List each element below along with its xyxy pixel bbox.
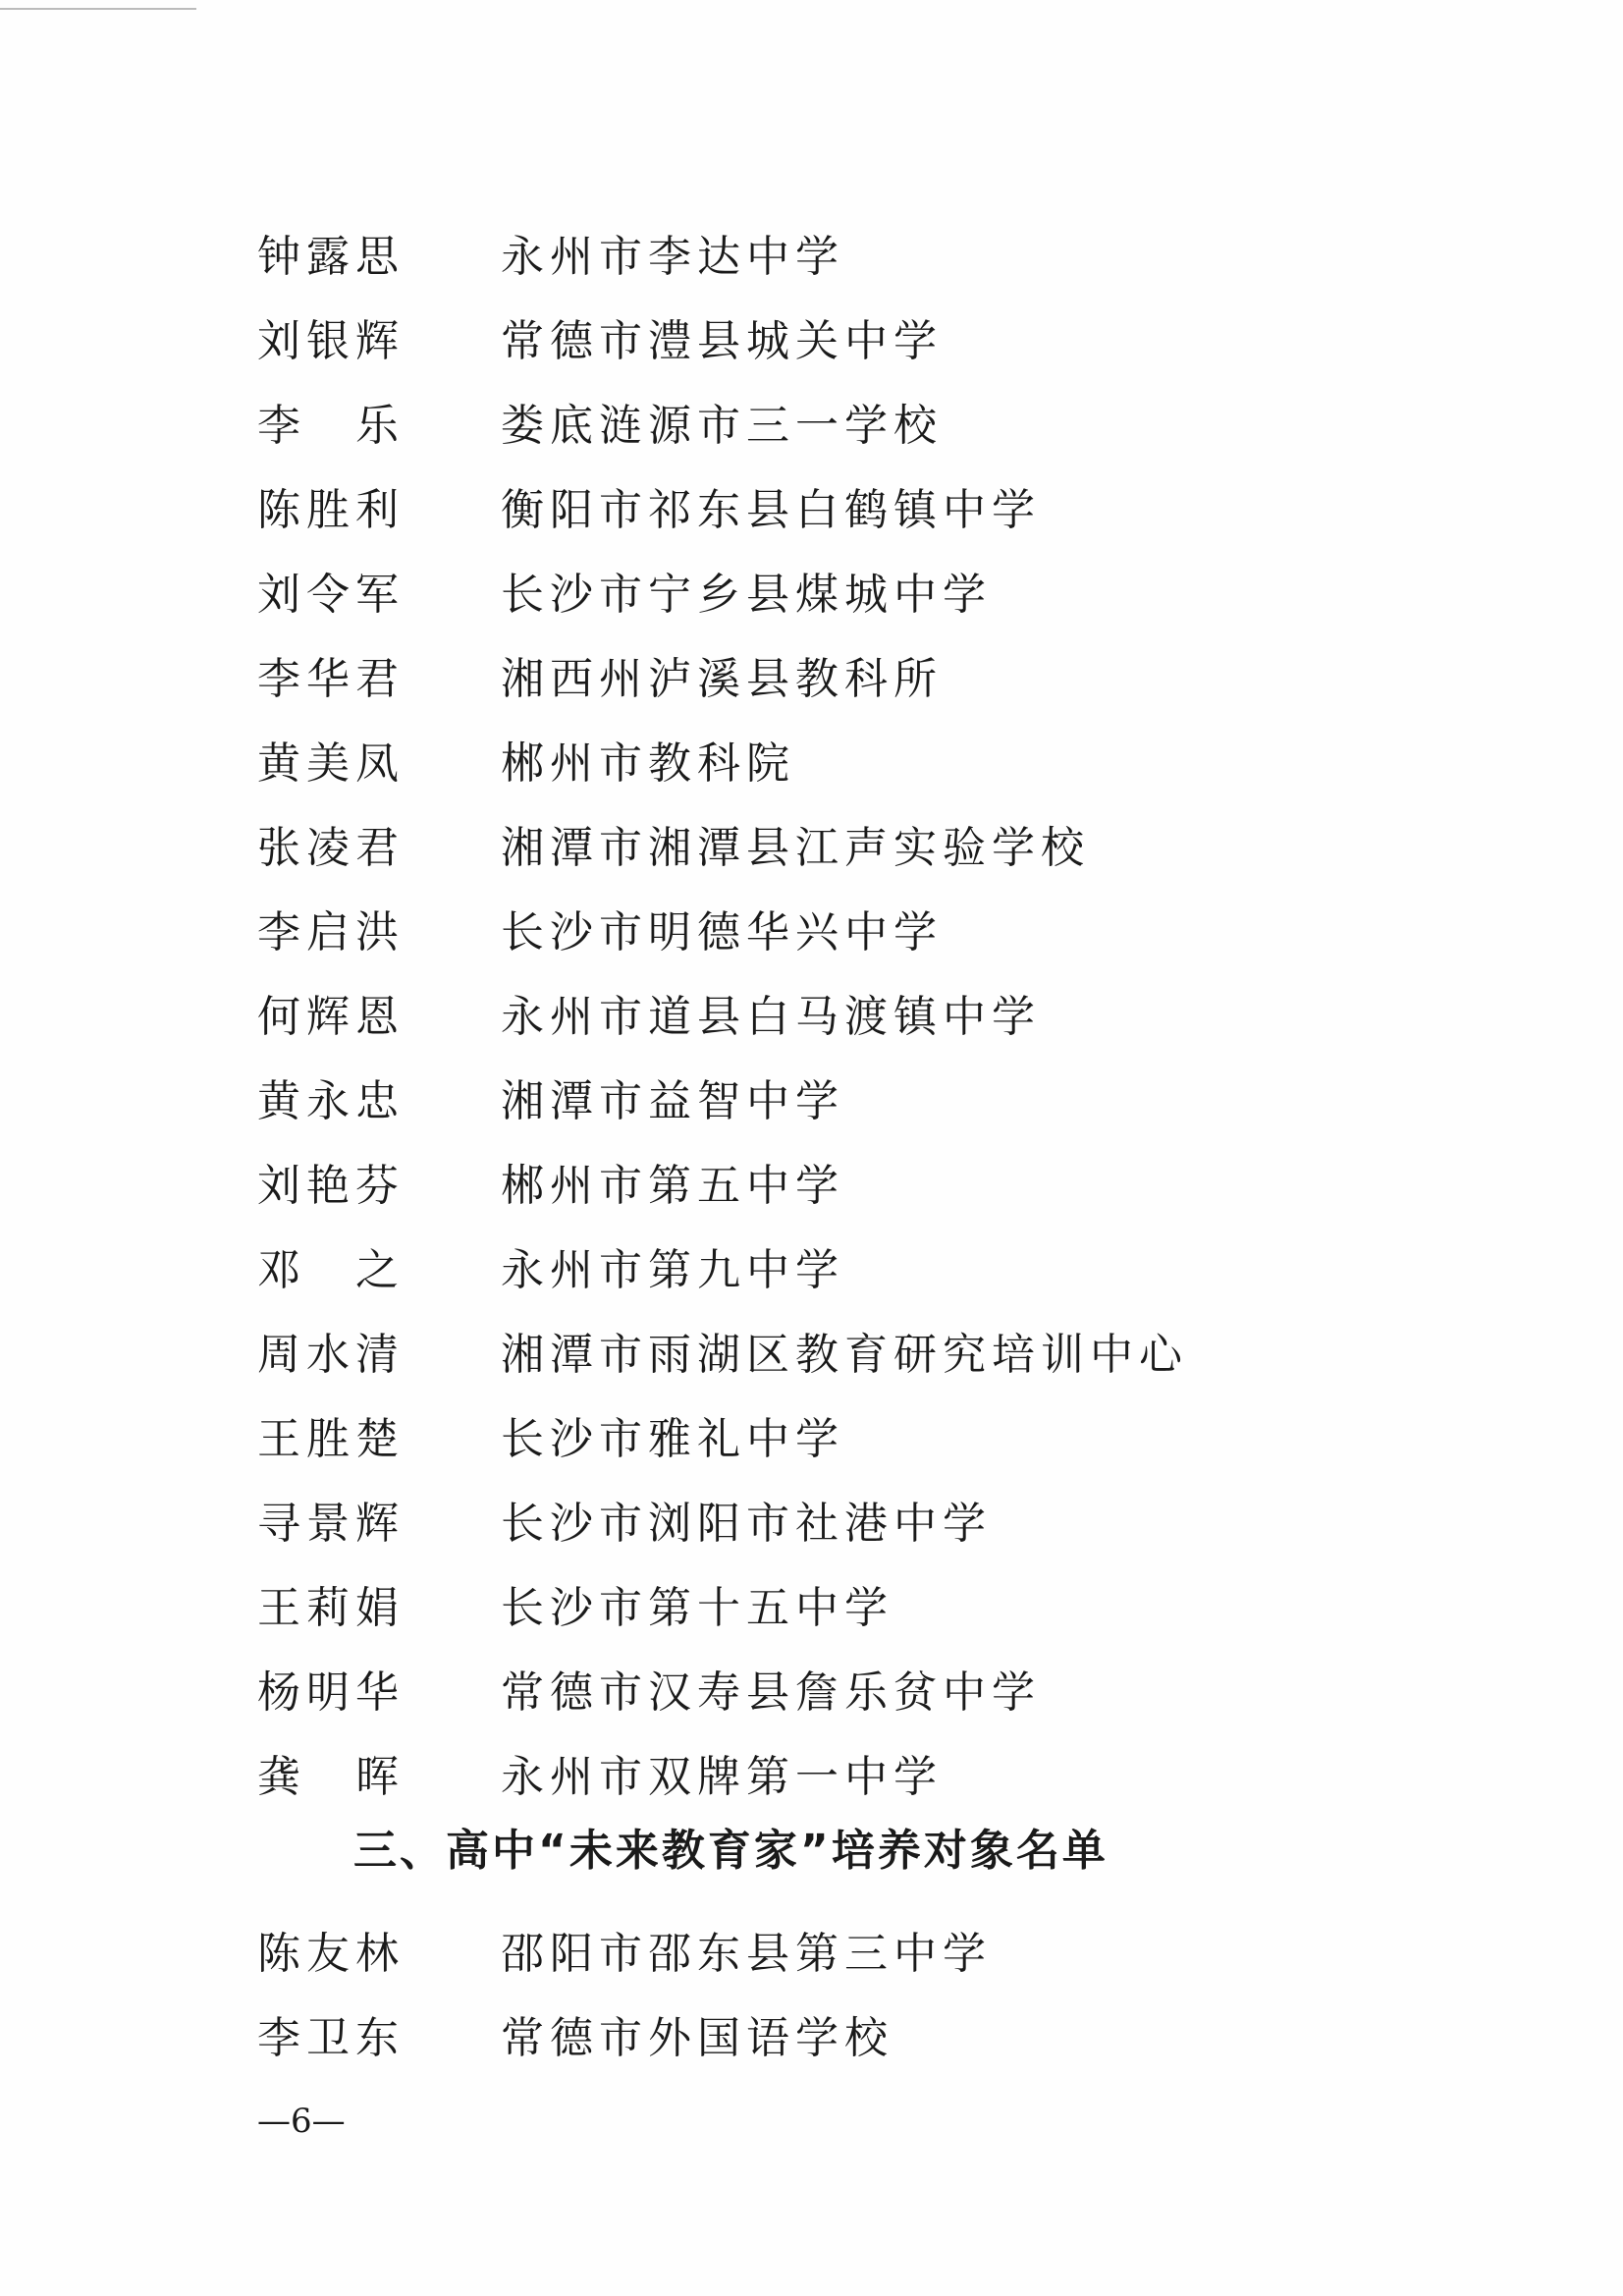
entry-org: 衡阳市祁东县白鹤镇中学 <box>501 485 1041 535</box>
entry-org: 娄底涟源市三一学校 <box>501 401 943 451</box>
page-number: —6— <box>257 2102 346 2141</box>
entry-org: 长沙市第十五中学 <box>501 1583 893 1633</box>
entry-name: 王胜楚 <box>257 1414 405 1464</box>
entry-name: 龚 晖 <box>257 1752 405 1802</box>
scan-artifact-line <box>0 8 196 10</box>
entry-name: 李 乐 <box>257 401 405 451</box>
entry-org: 永州市双牌第一中学 <box>501 1752 943 1802</box>
entry-org: 湘潭市雨湖区教育研究培训中心 <box>501 1330 1188 1380</box>
entry-org: 湘西州泸溪县教科所 <box>501 654 943 704</box>
entry-name: 李启洪 <box>257 907 405 957</box>
entry-org: 郴州市教科院 <box>501 738 795 789</box>
entry-name: 寻景辉 <box>257 1499 405 1549</box>
entry-name: 周水清 <box>257 1330 405 1380</box>
entry-name: 黄永忠 <box>257 1076 405 1126</box>
entry-name: 张凌君 <box>257 823 405 873</box>
entry-org: 永州市第九中学 <box>501 1245 844 1295</box>
entry-name: 邓 之 <box>257 1245 405 1295</box>
entry-org: 常德市汉寿县詹乐贫中学 <box>501 1667 1041 1718</box>
entry-org: 长沙市雅礼中学 <box>501 1414 844 1464</box>
entry-org: 常德市外国语学校 <box>501 2013 893 2063</box>
entry-org: 永州市李达中学 <box>501 232 844 282</box>
entry-name: 刘银辉 <box>257 316 405 366</box>
entry-org: 常德市澧县城关中学 <box>501 316 943 366</box>
entry-org: 长沙市浏阳市社港中学 <box>501 1499 992 1549</box>
entry-name: 钟露思 <box>257 232 405 282</box>
entry-name: 陈胜利 <box>257 485 405 535</box>
entry-name: 陈友林 <box>257 1929 405 1979</box>
entry-name: 刘艳芬 <box>257 1161 405 1211</box>
entry-org: 邵阳市邵东县第三中学 <box>501 1929 992 1979</box>
entry-name: 李华君 <box>257 654 405 704</box>
entry-org: 长沙市明德华兴中学 <box>501 907 943 957</box>
entry-org: 湘潭市湘潭县江声实验学校 <box>501 823 1090 873</box>
section3-heading: 三、高中“未来教育家”培养对象名单 <box>353 1826 1109 1876</box>
entry-name: 何辉恩 <box>257 992 405 1042</box>
entry-name: 李卫东 <box>257 2013 405 2063</box>
entry-name: 刘令军 <box>257 570 405 620</box>
entry-name: 王莉娟 <box>257 1583 405 1633</box>
entry-org: 长沙市宁乡县煤城中学 <box>501 570 992 620</box>
entry-org: 郴州市第五中学 <box>501 1161 844 1211</box>
entry-org: 湘潭市益智中学 <box>501 1076 844 1126</box>
entry-name: 杨明华 <box>257 1667 405 1718</box>
entry-name: 黄美凤 <box>257 738 405 789</box>
entry-org: 永州市道县白马渡镇中学 <box>501 992 1041 1042</box>
